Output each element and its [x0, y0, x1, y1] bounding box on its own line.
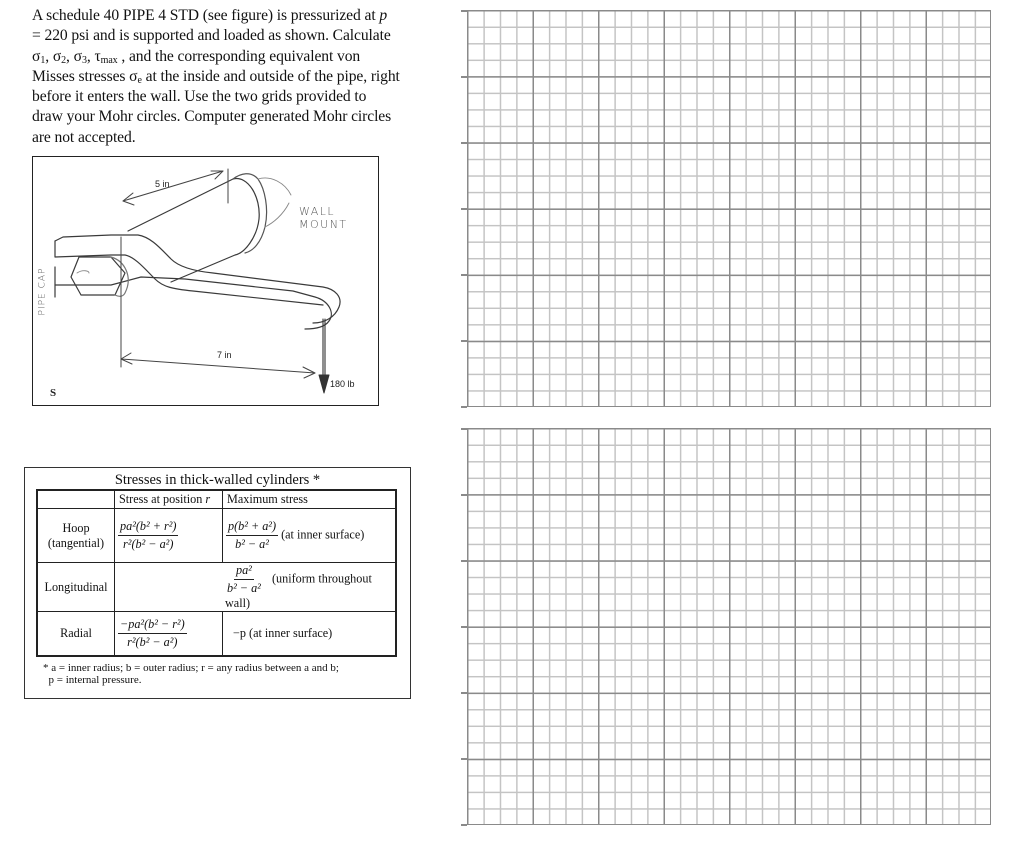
grid-bottom-tick	[461, 692, 467, 694]
grid-top-tick	[461, 208, 467, 210]
grid-bottom-tick	[461, 824, 467, 826]
grid-top-tick	[461, 406, 467, 408]
header-stress-at-r: Stress at position r	[115, 490, 223, 509]
wrench-sketch-icon	[33, 157, 380, 407]
header-empty	[37, 490, 115, 509]
dimension-5-in: 5 in	[155, 179, 170, 189]
grid-edge	[467, 10, 991, 407]
pipe-cap-label: PIPE CAP	[37, 267, 48, 316]
hoop-max: $\frac{\text{p(b² + a²)}}{\text{b² − a²}}$ (at inner surface)	[223, 509, 397, 563]
hoop-at-r: $\frac{\text{pa²(b² + r²)}}{\text{r²(b² − a²)}}$	[115, 509, 223, 563]
longitudinal-stress: $\frac{\text{pa²}}{\text{b² − a²}}$ (uniform throughout wall)	[115, 563, 397, 612]
grid-top-tick	[461, 274, 467, 276]
load-label: 180 lb	[330, 379, 355, 389]
problem-statement	[32, 6, 452, 148]
grid-bottom-tick	[461, 560, 467, 562]
problem-line-3: $\sigma_1$, $\sigma_2$, $\sigma_3$, $\tau_{max}$ , and the corresponding equivalent von	[32, 47, 361, 66]
thick-wall-stress-table	[36, 489, 397, 657]
grid-bottom-tick	[461, 428, 467, 430]
grid-bottom-tick	[461, 626, 467, 628]
problem-line-1: A schedule 40 PIPE 4 STD (see figure) is pressurized at p	[32, 7, 388, 24]
table-row-longitudinal	[37, 563, 396, 612]
wall-mount-label: WALL MOUNT	[299, 205, 348, 231]
problem-line-2: = 220 psi and is supported and loaded as shown. Calculate	[32, 27, 391, 45]
table-footnote: * a = inner radius; b = outer radius; r = any radius between a and b; p = internal pressure.	[43, 662, 339, 686]
mohr-grid-bottom[interactable]	[467, 428, 991, 825]
header-max-stress: Maximum stress	[223, 490, 397, 509]
problem-line-6: draw your Mohr circles. Computer generated Mohr circles	[32, 108, 392, 126]
table-title: Stresses in thick-walled cylinders *	[114, 472, 321, 488]
grid-bottom-tick	[461, 758, 467, 760]
stress-table-box	[24, 467, 411, 699]
row-label-longitudinal: Longitudinal	[37, 563, 115, 612]
grid-bottom-tick	[461, 494, 467, 496]
problem-line-7: are not accepted.	[32, 128, 136, 146]
var-p: p	[379, 7, 388, 24]
grid-top-tick	[461, 76, 467, 78]
table-row-radial	[37, 612, 396, 656]
table-header-row	[37, 490, 396, 509]
radial-at-r: $\frac{\text{−pa²(b² − r²)}}{\text{r²(b² − a²)}}$	[115, 612, 223, 656]
grid-top-tick	[461, 340, 467, 342]
row-label-radial: Radial	[37, 612, 115, 656]
dimension-7-in: 7 in	[217, 350, 232, 360]
grid-top-tick	[461, 10, 467, 12]
row-label-hoop: Hoop (tangential)	[37, 509, 115, 563]
pipe-wrench-figure	[32, 156, 379, 406]
problem-line-5: before it enters the wall. Use the two grids provided to	[32, 88, 367, 106]
grid-top-tick	[461, 142, 467, 144]
table-row-hoop	[37, 509, 396, 563]
mohr-grid-top[interactable]	[467, 10, 991, 407]
figure-corner-label: S	[50, 387, 57, 399]
grid-edge	[467, 428, 991, 825]
problem-line-4: Misses stresses $\sigma_e$ at the inside and outside of the pipe, right	[32, 67, 400, 86]
radial-max: −p (at inner surface)	[223, 612, 397, 656]
